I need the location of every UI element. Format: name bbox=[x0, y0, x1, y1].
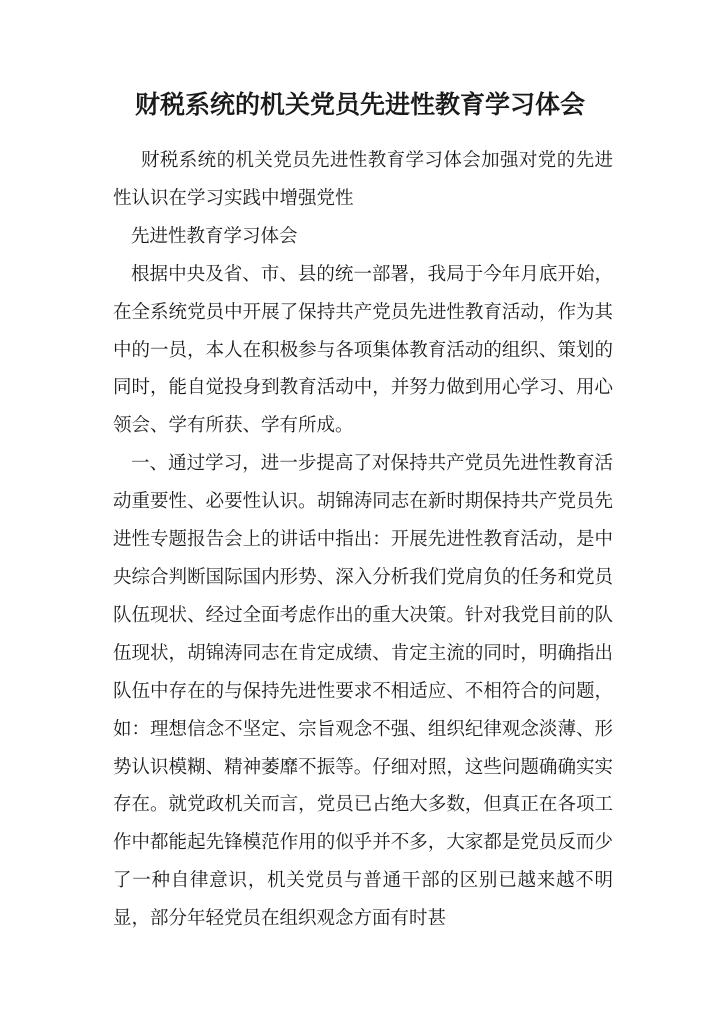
paragraph-subtitle: 财税系统的机关党员先进性教育学习体会加强对党的先进性认识在学习实践中增强党性 bbox=[113, 150, 613, 209]
paragraph-introduction: 根据中央及省、市、县的统一部署，我局于今年月底开始，在全系统党员中开展了保持共产党员先进性教育活动，作为其中的一员，本人在积极参与各项集体教育活动的组织、策划的同时，能自觉投身到教育活动中，并努力做到用心学习、用心领会、学有所获、学有所成。 bbox=[113, 263, 613, 437]
paragraph-section-heading: 先进性教育学习体会 bbox=[131, 225, 298, 247]
paragraph-point-one: 一、通过学习，进一步提高了对保持共产党员先进性教育活动重要性、必要性认识。胡锦涛同志在新时期保持共产党员先进性专题报告会上的讲话中指出：开展先进性教育活动，是中央综合判断国际国内形势、深入分析我们党肩负的任务和党员队伍现状、经过全面考虑作出的重大决策。针对我党目前的队伍现状，胡锦涛同志在肯定成绩、肯定主流的同时，明确指出队伍中存在的与保持先进性要求不相适应、不相符合的问题，如：理想信念不坚定、宗旨观念不强、组织纪律观念淡薄、形势认识模糊、精神萎靡不振等。仔细对照，这些问题确确实实存在。就党政机关而言，党员已占绝大多数，但真正在各项工作中都能起先锋模范作用的似乎并不多，大家都是党员反而少了一种自律意识，机关党员与普通干部的区别已越来越不明显，部分年轻党员在组织观念方面有时甚 bbox=[113, 453, 613, 930]
document-body bbox=[113, 142, 613, 938]
document-title: 财税系统的机关党员先进性教育学习体会 bbox=[134, 90, 585, 119]
